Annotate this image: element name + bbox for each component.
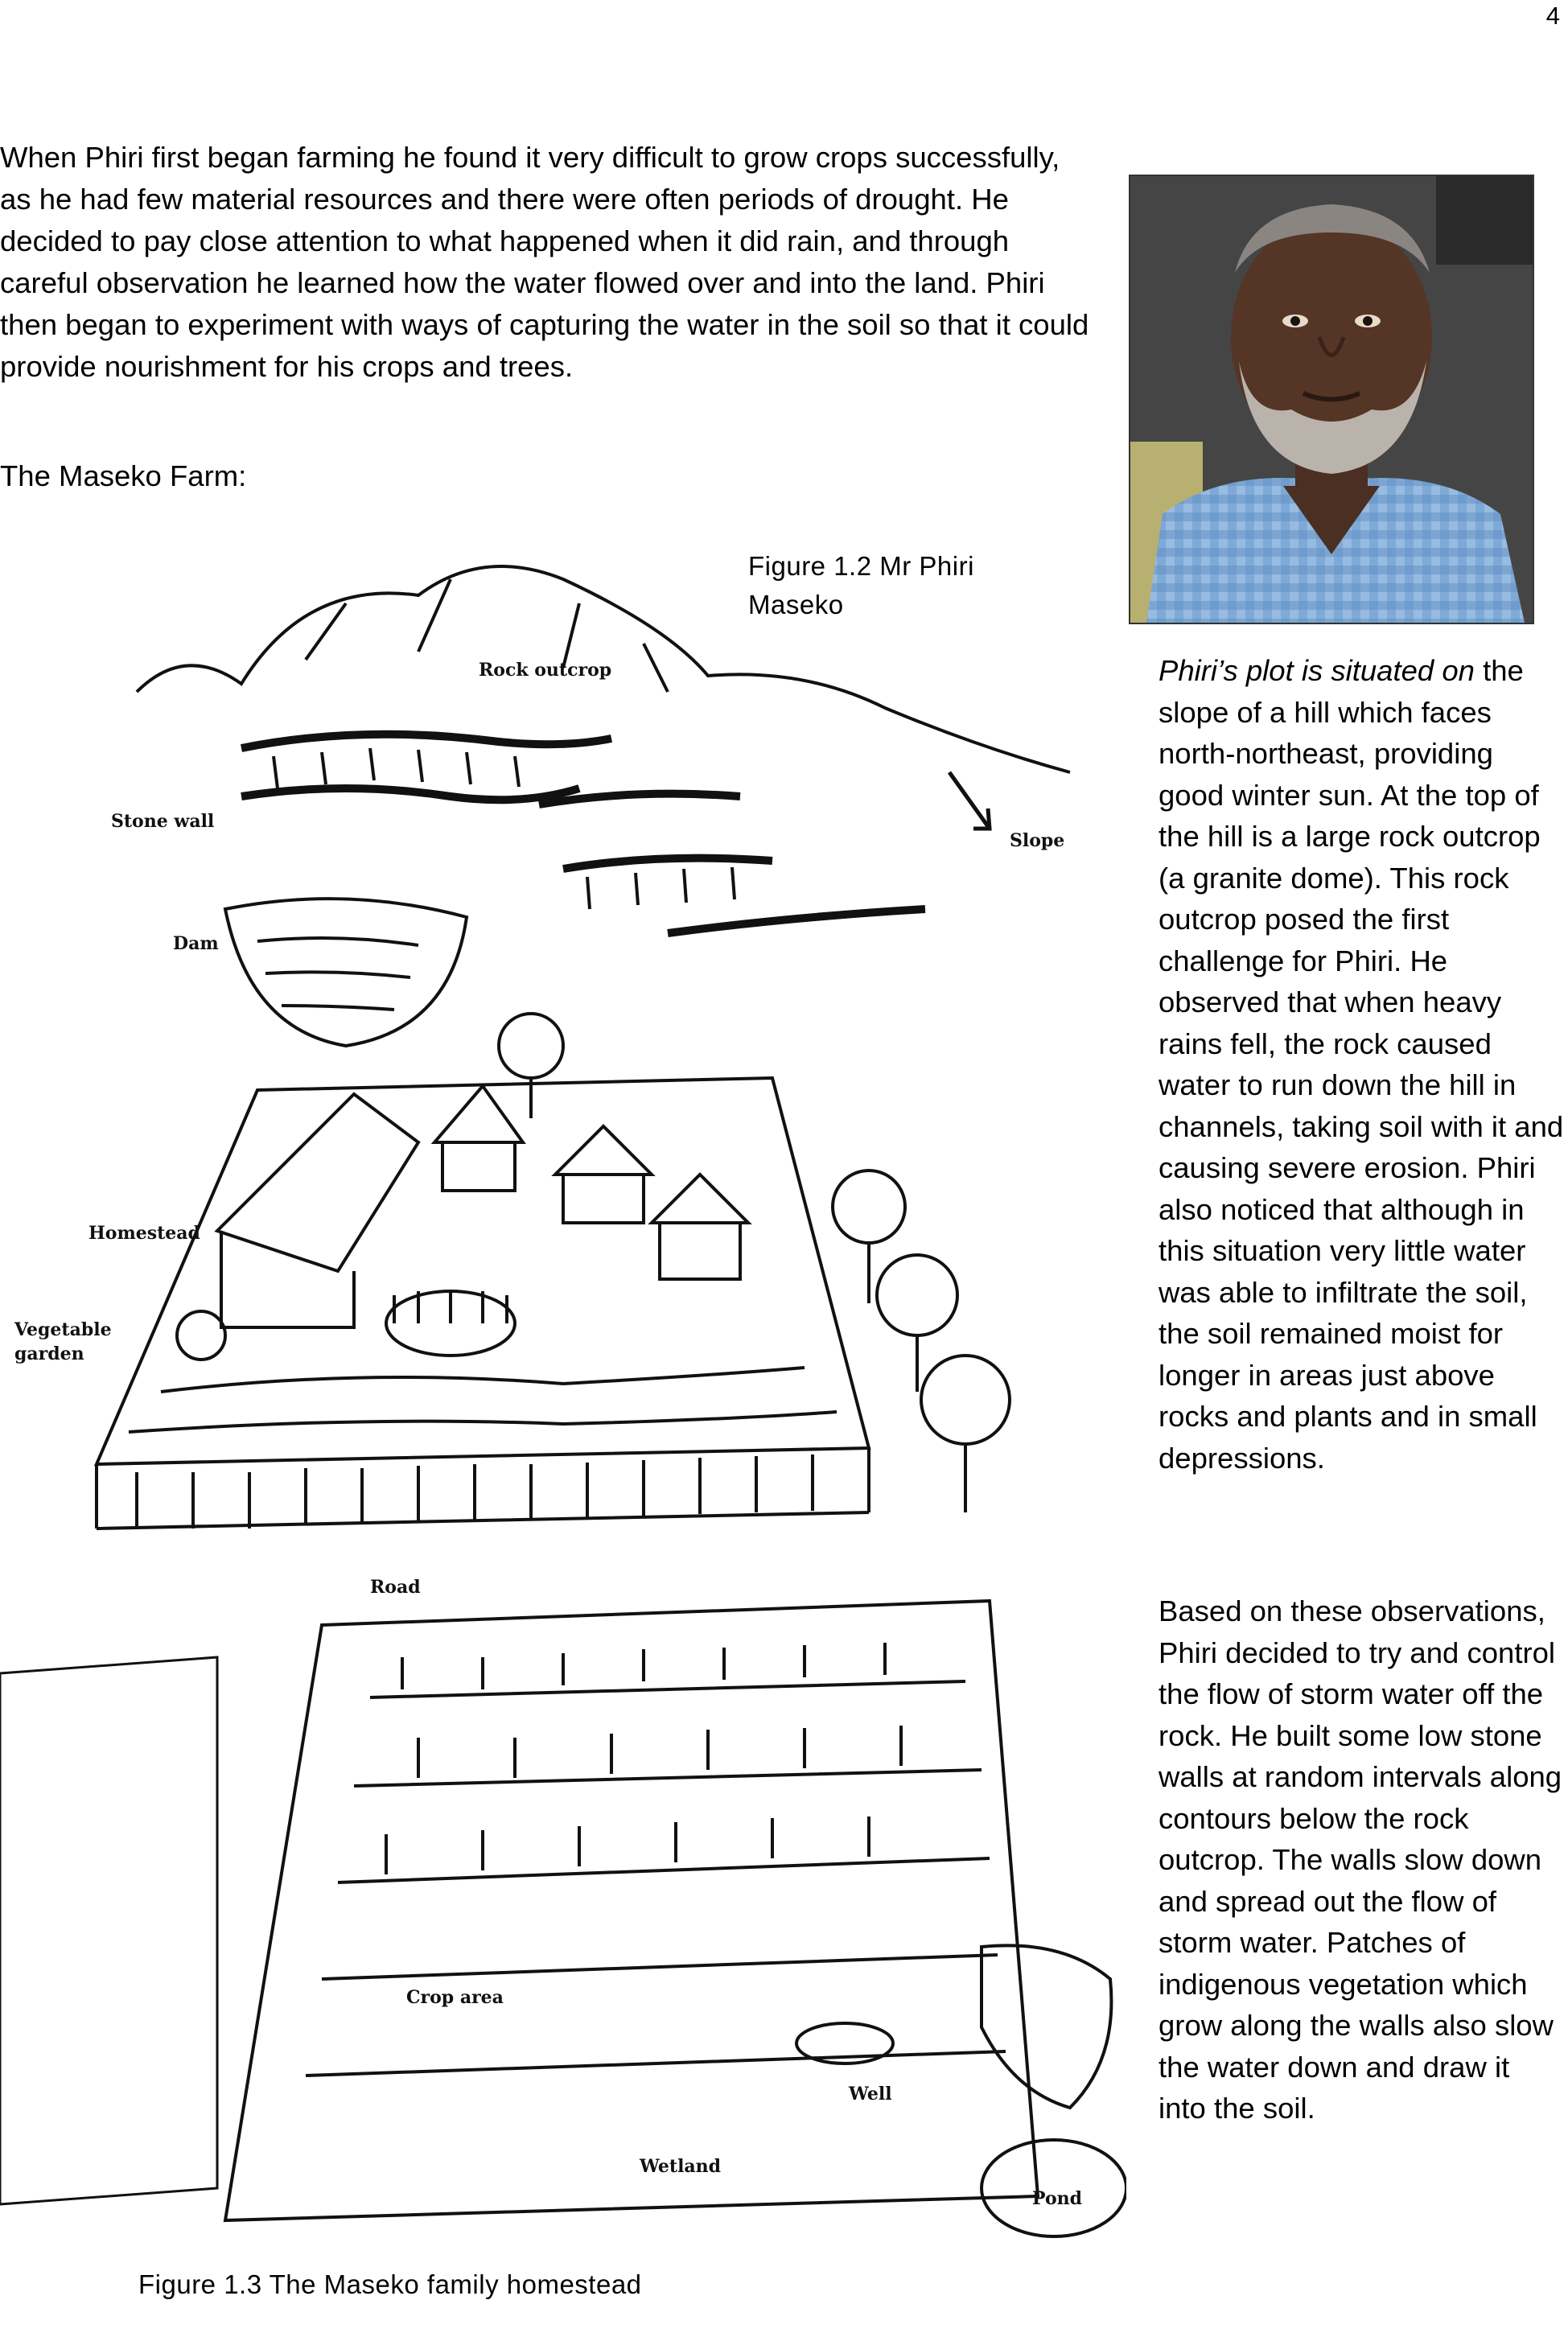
label-slope: Slope — [1010, 830, 1065, 851]
label-rock-outcrop: Rock outcrop — [479, 660, 612, 681]
label-road: Road — [370, 1577, 421, 1598]
label-well: Well — [849, 2084, 892, 2105]
figure-1-2-caption: Figure 1.2 Mr Phiri Maseko — [748, 551, 974, 619]
side-paragraph-1 — [1159, 650, 1565, 1479]
side-paragraph-1-italic: Phiri’s plot is situated on — [1159, 654, 1475, 687]
dam — [225, 899, 467, 1046]
figure-1-3-caption: Figure 1.3 The Maseko family homestead — [138, 2269, 642, 2299]
label-vegetable-garden-line-1: Vegetable — [14, 1319, 112, 1340]
side-paragraph-1-body: the slope of a hill which faces north-northeast, providing good winter sun. At the top of the hill is a large rock outcrop (a granite dome). This rock outcrop posed the first challenge for Phiri. He observed that when heavy rains fell, the rock caused water to run down the hill in channels, taking soil with it and causing severe erosion. Phiri also noticed that although in this situation very little water was able to infiltrate the soil, the soil remained moist for longer in areas just above rocks and plants and in small depressions. — [1159, 654, 1564, 1475]
label-dam: Dam — [173, 933, 219, 954]
intro-paragraph: When Phiri first began farming he found it very difficult to grow crops successfully, as he had few material resources and there were often periods of drought. He decided to pay close attention to what happened when it did rain, and through careful observation he learned how the water flowed over and into the land. Phiri then began to experiment with ways of capturing the water in the soil so that it could provide nourishment for his crops and trees. — [0, 141, 1089, 383]
label-wetland: Wetland — [640, 2156, 722, 2177]
page-number: 4 — [1545, 2, 1560, 30]
farm-heading: The Maseko Farm: — [0, 459, 247, 492]
label-homestead: Homestead — [88, 1223, 200, 1244]
label-vegetable-garden-line-2: garden — [14, 1343, 84, 1364]
homestead-illustration — [0, 531, 1126, 2253]
crop-area — [225, 1601, 1038, 2220]
label-crop-area: Crop area — [406, 1987, 504, 2008]
portrait-photo — [1129, 175, 1534, 624]
stone-walls — [241, 734, 925, 933]
homestead-enclosure — [97, 1078, 869, 1529]
label-stone-wall: Stone wall — [111, 811, 215, 832]
label-pond: Pond — [1032, 2188, 1083, 2209]
side-paragraph-2: Based on these observations, Phiri decided to try and control the flow of storm water off the rock. He built some low stone walls at random intervals along contours below the rock outcrop. The walls slow down and spread out the flow of storm water. Patches of indigenous vegetation which grow along the walls also slow the water down and draw it into the soil. — [1159, 1594, 1562, 2125]
